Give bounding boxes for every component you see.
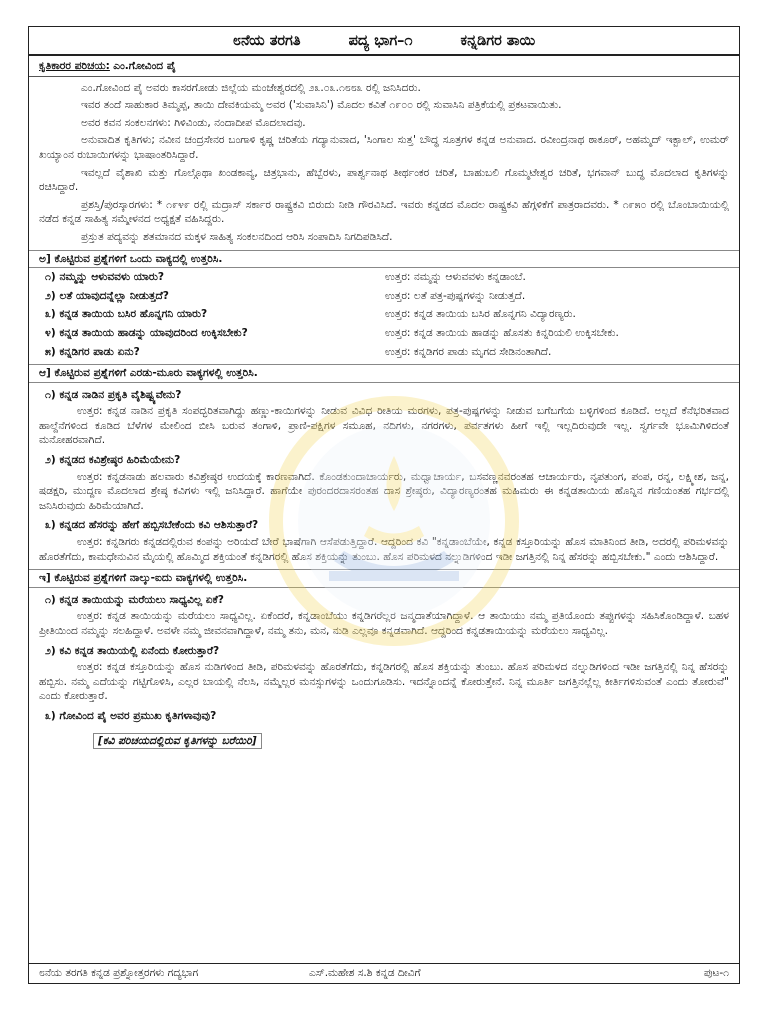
intro-paragraph: ಇವಲ್ಲದೆ ವೈಶಾಖಿ ಮತ್ತು ಗೊಲ್ಗೊಥಾ ಖಂಡಕಾವ್ಯ, ಚಿತ್ರಭಾನು, ಹೆಬ್ಬೆರಳು, ಪಾರ್ಶ್ವನಾಥ ತೀರ್ಥಂಕರ ಚರಿತೆ, ಬಾಹುಬಲಿ ಗೊಮ್ಮಟೇಶ್ವರ ಚರಿತೆ, ಭಗವಾನ್ ಬುದ್ಧ ಮೊದಲಾದ ಕೃತಿಗಳನ್ನು ರಚಿಸಿದ್ದಾರೆ. xyxy=(39,166,729,194)
page-header xyxy=(29,27,739,56)
page-content xyxy=(29,56,739,748)
question: ೫) ಕನ್ನಡಿಗರ ಪಾಡು ಏನು? xyxy=(45,345,140,358)
author-info xyxy=(29,59,739,77)
answer-hint-text: [ಕವಿ ಪರಿಚಯದಲ್ಲಿರುವ ಕೃತಿಗಳನ್ನು ಬರೆಯಿರಿ] xyxy=(93,733,262,749)
intro-paragraph: ಅನುವಾದಿತ ಕೃತಿಗಳು; ನವೀನ ಚಂದ್ರಸೇನರ ಬಂಗಾಳಿ ಕೃಷ್ಣ ಚರಿತೆಯ ಗದ್ಯಾನುವಾದ, 'ಸಿಂಗಾಲ ಸುತ್ತ' ಬೌದ್ಧ ಸೂತ್ರಗಳ ಕನ್ನಡ ಅನುವಾದ. ರವೀಂದ್ರನಾಥ ಠಾಕೂರ್, ಅಹಮ್ಮದ್ ಇಕ್ಬಾಲ್, ಉಮರ್ ಖಯ್ಯಾಂನ ರುಬಾಯಿಗಳನ್ನು ಭಾಷಾಂತರಿಸಿದ್ದಾರೆ. xyxy=(39,134,729,161)
intro-paragraph: ಇವರ ತಂದೆ ಸಾಹುಕಾರ ತಿಮ್ಮಪ್ಪ, ತಾಯಿ ದೇವಕಿಯಮ್ಮ ಅವರ ('ಸುವಾಸಿನಿ') ಮೊದಲ ಕವಿತೆ ೧೯೦೦ ರಲ್ಲಿ ಸುವಾಸಿನಿ ಪತ್ರಿಕೆಯಲ್ಲಿ ಪ್ರಕಟವಾಯಿತು. xyxy=(81,99,562,112)
document-page xyxy=(28,26,740,984)
question: ೧) ಕನ್ನಡ ತಾಯಿಯನ್ನು ಮರೆಯಲು ಸಾಧ್ಯವಿಲ್ಲ ಏಕೆ? xyxy=(45,593,224,606)
section-a-heading: ಅ] ಕೊಟ್ಟಿರುವ ಪ್ರಶ್ನೆಗಳಿಗೆ ಒಂದು ವಾಕ್ಯದಲ್ಲಿ ಉತ್ತರಿಸಿ. xyxy=(29,250,739,269)
footer-center: ಎಸ್.ಮಹೇಶ ಸ.ಶಿ ಕನ್ನಡ ದೀವಿಗೆ xyxy=(309,967,421,979)
footer-page-number: ಪುಟ-೧ xyxy=(703,967,729,979)
intro-paragraph: ಎಂ.ಗೋವಿಂದ ಪೈ ಅವರು ಕಾಸರಗೋಡು ಜಿಲ್ಲೆಯ ಮಂಜೇಶ್ವರದಲ್ಲಿ ೨೩.೦೩.೧೮೮೩ ರಲ್ಲಿ ಜನಿಸಿದರು. xyxy=(81,81,421,94)
header-section: ಪದ್ಯ ಭಾಗ–೧ xyxy=(348,32,413,49)
section-c-heading: ಇ] ಕೊಟ್ಟಿರುವ ಪ್ರಶ್ನೆಗಳಿಗೆ ನಾಲ್ಕು-ಐದು ವಾಕ್ಯಗಳಲ್ಲಿ ಉತ್ತರಿಸಿ. xyxy=(29,569,739,588)
question: ೩) ಕನ್ನಡದ ಹೆಸರನ್ನು ಹೇಗೆ ಹಬ್ಬಿಸಬೇಕೆಂದು ಕವಿ ಆಶಿಸುತ್ತಾರೆ? xyxy=(45,519,259,532)
intro-paragraph: ಪ್ರಶಸ್ತಿ/ಪುರಸ್ಕಾರಗಳು: * ೧೯೪೯ ರಲ್ಲಿ ಮದ್ರಾಸ್ ಸರ್ಕಾರ ರಾಷ್ಟ್ರಕವಿ ಬಿರುದು ನೀಡಿ ಗೌರವಿಸಿದೆ. ಇವರು ಕನ್ನಡದ ಮೊದಲ ರಾಷ್ಟ್ರಕವಿ ಹೆಗ್ಗಳಿಕೆಗೆ ಪಾತ್ರರಾದವರು. * ೧೯೫೦ ರಲ್ಲಿ ಬೊಂಬಾಯಿಯಲ್ಲಿ ನಡೆದ ಕನ್ನಡ ಸಾಹಿತ್ಯ ಸಮ್ಮೇಳನದ ಅಧ್ಯಕ್ಷತೆ ವಹಿಸಿದ್ದರು. xyxy=(39,198,729,226)
answer: ಉತ್ತರ: ಕನ್ನಡ ತಾಯಿಯ ಹಾಡನ್ನು ಹೊಸತು ಕಿನ್ನರಿಯಲಿ ಉಕ್ಕಿಸಬೇಕು. xyxy=(385,326,619,339)
page-footer xyxy=(29,963,739,983)
answer: ಉತ್ತರ: ಕನ್ನಡ ನಾಡಿನ ಪ್ರಕೃತಿ ಸಂಪದ್ಭರಿತವಾಗಿದ್ದು ಹಣ್ಣು-ಕಾಯಿಗಳನ್ನು ನೀಡುವ ವಿವಿಧ ರೀತಿಯ ಮರಗಳು, ಪತ್ರ-ಪುಷ್ಪಗಳನ್ನು ನೀಡುವ ಬಗೆಬಗೆಯ ಬಳ್ಳಿಗಳಿಂದ ಕೂಡಿದೆ. ಅಲ್ಲದೆ ಕೆನೆಭರಿತವಾದ ಹಾಲ್ದೆನೆಗಳಿಂದ ಕೂಡಿದ ಬೆಳೆಗಳ ಮೇಲಿಂದ ಬೀಸಿ ಬರುವ ತಂಗಾಳಿ, ಪ್ರಾಣಿ-ಪಕ್ಷಿಗಳ ಸಮೂಹ, ನದಿಗಳು, ನಗರಗಳು, ಪರ್ವತಗಳು ಹೀಗೆ ಇಲ್ಲಿ ಇಲ್ಲದಿರುವುದೇ ಇಲ್ಲ. ಸ್ವರ್ಗವೇ ಭೂಮಿಗಿಳಿದಂತೆ ಮನೋಹರವಾಗಿದೆ. xyxy=(39,405,729,447)
answer: ಉತ್ತರ: ಲತೆ ಪತ್ರ-ಪುಷ್ಪಗಳನ್ನು ನೀಡುತ್ತದೆ. xyxy=(385,289,526,302)
qa-item xyxy=(39,345,729,360)
question: ೩) ಕನ್ನಡ ತಾಯಿಯ ಬಸಿರ ಹೊನ್ನಗನಿ ಯಾರು? xyxy=(45,308,208,321)
answer-hint xyxy=(93,734,729,749)
question: ೩) ಗೋವಿಂದ ಪೈ ಅವರ ಪ್ರಮುಖ ಕೃತಿಗಳಾವುವು? xyxy=(45,709,217,722)
intro-paragraph: ಅವರ ಕವನ ಸಂಕಲನಗಳು: ಗಿಳಿವಿಂಡು, ನಂದಾದೀಪ ಮೊದಲಾದವು. xyxy=(81,116,306,129)
answer: ಉತ್ತರ: ಕನ್ನಡ ತಾಯಿಯನ್ನು ಮರೆಯಲು ಸಾಧ್ಯವಿಲ್ಲ. ಏಕೆಂದರೆ, ಕನ್ನಡಾಂಬೆಯು ಕನ್ನಡಿಗರೆಲ್ಲರ ಜನ್ಮದಾತೆಯಾಗಿದ್ದಾಳೆ. ಆ ತಾಯಿಯು ನಮ್ಮ ಪ್ರತಿಯೊಂದು ತಪ್ಪುಗಳನ್ನು ಸಹಿಸಿಕೊಂಡಿದ್ದಾಳೆ. ಬಹಳ ಪ್ರೀತಿಯಿಂದ ನಮ್ಮನ್ನು ಸಲಹಿದ್ದಾಳೆ. ಅವಳೇ ನಮ್ಮ ಜೀವನವಾಗಿದ್ದಾಳೆ, ನಮ್ಮ ತನು, ಮನ, ನುಡಿ ಎಲ್ಲವೂ ಕನ್ನಡವಾಗಿದೆ. ಆದ್ದರಿಂದ ಕನ್ನಡತಾಯಿಯನ್ನು ಮರೆಯಲು ಸಾಧ್ಯವಿಲ್ಲ. xyxy=(39,610,729,637)
question: ೧) ನಮ್ಮನ್ನು ಆಳುವವಳು ಯಾರು? xyxy=(45,271,164,284)
answer: ಉತ್ತರ: ಕನ್ನಡಿಗರು ಕನ್ನಡದಲ್ಲಿರುವ ಕಂಪನ್ನು ಅರಿಯದೆ ಬೇರೆ ಭಾಷೆಗಾಗಿ ಆಸೆಪಡುತ್ತಿದ್ದಾರೆ. ಆದ್ದರಿಂದ ಕವಿ "ಕನ್ನಡಾಂಬೆಯೇ, ಕನ್ನಡ ಕಸ್ತೂರಿಯನ್ನು ಹೊಸ ಮಾತಿನಿಂದ ತೀಡಿ, ಅದರಲ್ಲಿ ಪರಿಮಳವನ್ನು ಹೊರತೆಗೆದು, ಕಾಮಧೇನುವಿನ ಮೈಯಲ್ಲಿ ಹೊಮ್ಮಿದ ಶಕ್ತಿಯಂತೆ ಕನ್ನಡಿಗರಲ್ಲಿ ಹೊಸ ಶಕ್ತಿಯನ್ನು ತುಂಬು. ಹೊಸ ಪರಿಮಳದ ನಲ್ನುಡಿಗಳಿಂದ ಇಡೀ ಜಗತ್ತಿನಲ್ಲಿ ನಿನ್ನ ಹೆಸರನ್ನು ಹಬ್ಬಿಸಬೇಕು." ಎಂದು ಆಶಿಸಿದ್ದಾರೆ. xyxy=(39,536,729,563)
answer: ಉತ್ತರ: ಕನ್ನಡನಾಡು ಹಲವಾರು ಕವಿಶ್ರೇಷ್ಠರ ಉದಯಕ್ಕೆ ಕಾರಣವಾಗಿದೆ. ಕೊಂಡಕುಂದಾಚಾರ್ಯರು, ಮಧ್ವಾಚಾರ್ಯ, ಬಸವಣ್ಣನವರಂತಹ ಆಚಾರ್ಯರು, ನೃಪತುಂಗ, ಪಂಪ, ರನ್ನ, ಲಕ್ಷ್ಮೀಶ, ಜನ್ನ, ಷಡಕ್ಷರಿ, ಮುದ್ದಣ ಮೊದಲಾದ ಶ್ರೇಷ್ಠ ಕವಿಗಳು ಇಲ್ಲಿ ಜನಿಸಿದ್ದಾರೆ. ಹಾಗೆಯೇ ಪುರಂದರದಾಸರಂತಹ ದಾಸ ಶ್ರೇಷ್ಠರು, ವಿದ್ಯಾರಣ್ಯರಂತಹ ಮಹಿಮರು ಈ ಕನ್ನಡತಾಯಿಯ ಹೊನ್ನಿನ ಗಣಿಯಂತಹ ಗರ್ಭದಲ್ಲಿ ಜನಿಸಿರುವುದು ಹಿರಿಮೆಯಾಗಿದೆ. xyxy=(39,470,729,512)
qa-item xyxy=(39,307,729,322)
intro-paragraph: ಪ್ರಸ್ತುತ ಪದ್ಯವನ್ನು ಶತಮಾನದ ಮಕ್ಕಳ ಸಾಹಿತ್ಯ ಸಂಕಲನದಿಂದ ಆರಿಸಿ ಸಂಪಾದಿಸಿ ನಿಗದಿಪಡಿಸಿದೆ. xyxy=(81,230,393,243)
footer-left: ೮ನೆಯ ತರಗತಿ ಕನ್ನಡ ಪ್ರಶ್ನೋತ್ತರಗಳು ಗದ್ಯಭಾಗ xyxy=(39,967,199,979)
qa-item xyxy=(39,270,729,285)
header-class: ೮ನೆಯ ತರಗತಿ xyxy=(232,32,301,49)
question: ೨) ಕವಿ ಕನ್ನಡ ತಾಯಿಯಲ್ಲಿ ಏನೆಂದು ಕೋರುತ್ತಾರೆ? xyxy=(45,644,220,657)
question: ೧) ಕನ್ನಡ ನಾಡಿನ ಪ್ರಕೃತಿ ವೈಶಿಷ್ಟ್ಯವೇನು? xyxy=(45,388,182,401)
answer: ಉತ್ತರ: ಕನ್ನಡ ತಾಯಿಯ ಬಸಿರ ಹೊನ್ನಗನಿ ವಿದ್ಯಾರಣ್ಯರು. xyxy=(385,308,576,321)
author-label: ಕೃತಿಕಾರರ ಪರಿಚಯ: xyxy=(39,60,110,72)
author-name: ಎಂ.ಗೋವಿಂದ ಪೈ xyxy=(113,60,176,72)
section-b-heading: ಆ] ಕೊಟ್ಟಿರುವ ಪ್ರಶ್ನೆಗಳಿಗೆ ಎರಡು-ಮೂರು ವಾಕ್ಯಗಳಲ್ಲಿ ಉತ್ತರಿಸಿ. xyxy=(29,364,739,383)
answer: ಉತ್ತರ: ಕನ್ನಡ ಕಸ್ತೂರಿಯನ್ನು ಹೊಸ ನುಡಿಗಳಿಂದ ತೀಡಿ, ಪರಿಮಳವನ್ನು ಹೊರತೆಗೆದು, ಕನ್ನಡಿಗರಲ್ಲಿ ಹೊಸ ಶಕ್ತಿಯನ್ನು ತುಂಬು. ಹೊಸ ಪರಿಮಳದ ನಲ್ನುಡಿಗಳಿಂದ ಇಡೀ ಜಗತ್ತಿನಲ್ಲಿ ನಿನ್ನ ಹೆಸರನ್ನು ಹಬ್ಬಿಸು. ನಮ್ಮ ಎದೆಯನ್ನು ಗಟ್ಟಿಗೊಳಿಸಿ, ಎಲ್ಲರ ಬಾಯಲ್ಲಿ ನೆಲಸಿ, ನಮ್ಮೆಲ್ಲರ ಮನಸ್ಸುಗಳನ್ನು ಒಂದುಗೂಡಿಸು. ಇದನ್ನೊಂದನ್ನೆ ಕೋರುತ್ತೇನೆ. ನಿನ್ನ ಮೂರ್ತಿ ಜಗತ್ತಿನಲ್ಲೆಲ್ಲ ಕೀರ್ತಿಗಳಿಸುವಂತೆ ಎಂದು ತೋರುವೆ" ಎಂದು ಕೋರುತ್ತಾರೆ. xyxy=(39,661,729,703)
question: ೪) ಕನ್ನಡ ತಾಯಿಯ ಹಾಡನ್ನು ಯಾವುದರಿಂದ ಉಕ್ಕಿಸಬೇಕು? xyxy=(45,326,248,339)
question: ೨) ಕನ್ನಡದ ಕವಿಶ್ರೇಷ್ಠರ ಹಿರಿಮೆಯೇನು? xyxy=(45,454,181,467)
answer: ಉತ್ತರ: ನಮ್ಮನ್ನು ಆಳುವವಳು ಕನ್ನಡಾಂಬೆ. xyxy=(385,271,526,284)
header-title: ಕನ್ನಡಿಗರ ತಾಯಿ xyxy=(460,32,536,49)
question: ೨) ಲತೆ ಯಾವುದನ್ನೆಲ್ಲಾ ನೀಡುತ್ತದೆ? xyxy=(45,289,169,302)
answer: ಉತ್ತರ: ಕನ್ನಡಿಗರ ಪಾಡು ಮೃಗದ ಸೇಡಿನಂತಾಗಿದೆ. xyxy=(385,345,552,358)
qa-item xyxy=(39,326,729,341)
qa-item xyxy=(39,289,729,304)
